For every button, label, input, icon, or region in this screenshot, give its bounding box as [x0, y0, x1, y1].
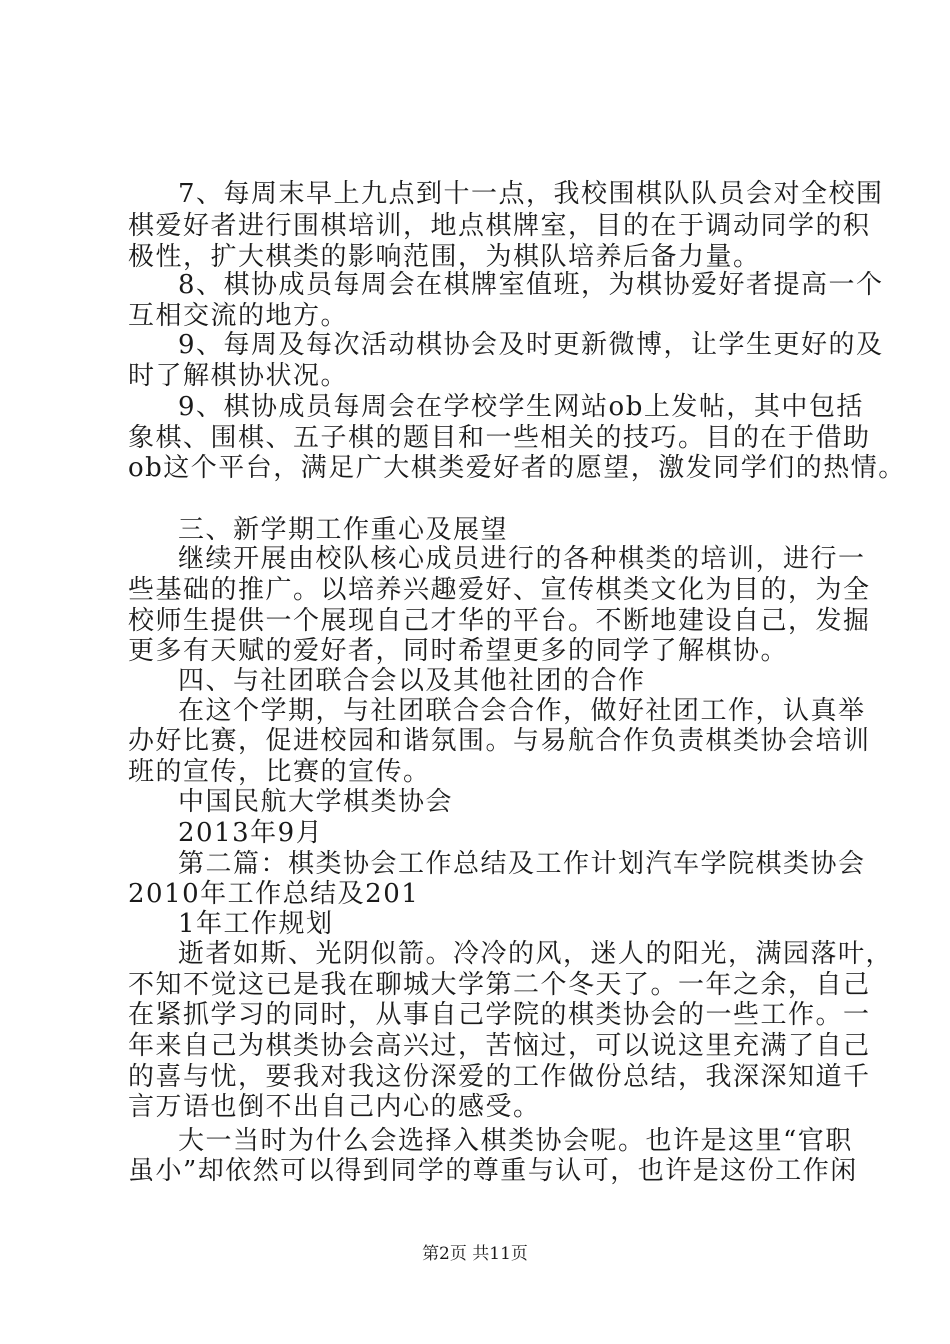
text-line: 校师生提供一个展现自己才华的平台。不断地建设自己，发掘	[128, 606, 871, 636]
section-heading: 四、与社团联合会以及其他社团的合作	[178, 666, 646, 696]
signature-org: 中国民航大学棋类协会	[178, 787, 454, 817]
text-line: 逝者如斯、光阴似箭。冷冷的风，迷人的阳光，满园落叶，	[178, 939, 894, 969]
chapter-heading: 2010年工作总结及201	[128, 879, 420, 909]
text-line: 在紧抓学习的同时，从事自己学院的棋类协会的一些工作。一	[128, 1000, 871, 1030]
text-line: 不知不觉这已是我在聊城大学第二个冬天了。一年之余，自己	[128, 970, 871, 1000]
text-line: 大一当时为什么会选择入棋类协会呢。也许是这里“官职	[178, 1126, 853, 1156]
text-line: 些基础的推广。以培养兴趣爱好、宣传棋类文化为目的，为全	[128, 575, 871, 605]
text-line: 互相交流的地方。	[128, 301, 349, 331]
text-line: 棋爱好者进行围棋培训，地点棋牌室，目的在于调动同学的积	[128, 211, 871, 241]
text-line: 年来自己为棋类协会高兴过，苦恼过，可以说这里充满了自己	[128, 1031, 871, 1061]
text-line: 象棋、围棋、五子棋的题目和一些相关的技巧。目的在于借助	[128, 423, 871, 453]
chapter-heading: 第二篇：棋类协会工作总结及工作计划汽车学院棋类协会	[178, 849, 866, 879]
text-line: 极性，扩大棋类的影响范围，为棋队培养后备力量。	[128, 242, 761, 272]
text-line: 9、棋协成员每周会在学校学生网站ob上发帖，其中包括	[178, 392, 864, 422]
text-line: 8、棋协成员每周会在棋牌室值班，为棋协爱好者提高一个	[178, 270, 884, 300]
section-heading: 三、新学期工作重心及展望	[178, 515, 509, 545]
text-line: 更多有天赋的爱好者，同时希望更多的同学了解棋协。	[128, 636, 789, 666]
text-line: 7、每周末早上九点到十一点，我校围棋队队员会对全校围	[178, 179, 884, 209]
text-line: 虽小”却依然可以得到同学的尊重与认可，也许是这份工作闲	[128, 1156, 858, 1186]
text-line: 班的宣传，比赛的宣传。	[128, 757, 431, 787]
text-line: 办好比赛，促进校园和谐氛围。与易航合作负责棋类协会培训	[128, 726, 871, 756]
text-line: 在这个学期，与社团联合会合作，做好社团工作，认真举	[178, 696, 866, 726]
text-line: 时了解棋协状况。	[128, 361, 349, 391]
chapter-heading: 1年工作规划	[178, 909, 334, 939]
page-footer: 第2页 共11页	[422, 1244, 528, 1264]
text-line: 的喜与忧，要我对我这份深爱的工作做份总结，我深深知道千	[128, 1062, 871, 1092]
text-line: 言万语也倒不出自己内心的感受。	[128, 1092, 541, 1122]
text-line: 9、每周及每次活动棋协会及时更新微博，让学生更好的及	[178, 330, 884, 360]
signature-date: 2013年9月	[178, 818, 324, 848]
text-line: 继续开展由校队核心成员进行的各种棋类的培训，进行一	[178, 544, 866, 574]
text-line: ob这个平台，满足广大棋类爱好者的愿望，激发同学们的热情。	[128, 453, 906, 483]
